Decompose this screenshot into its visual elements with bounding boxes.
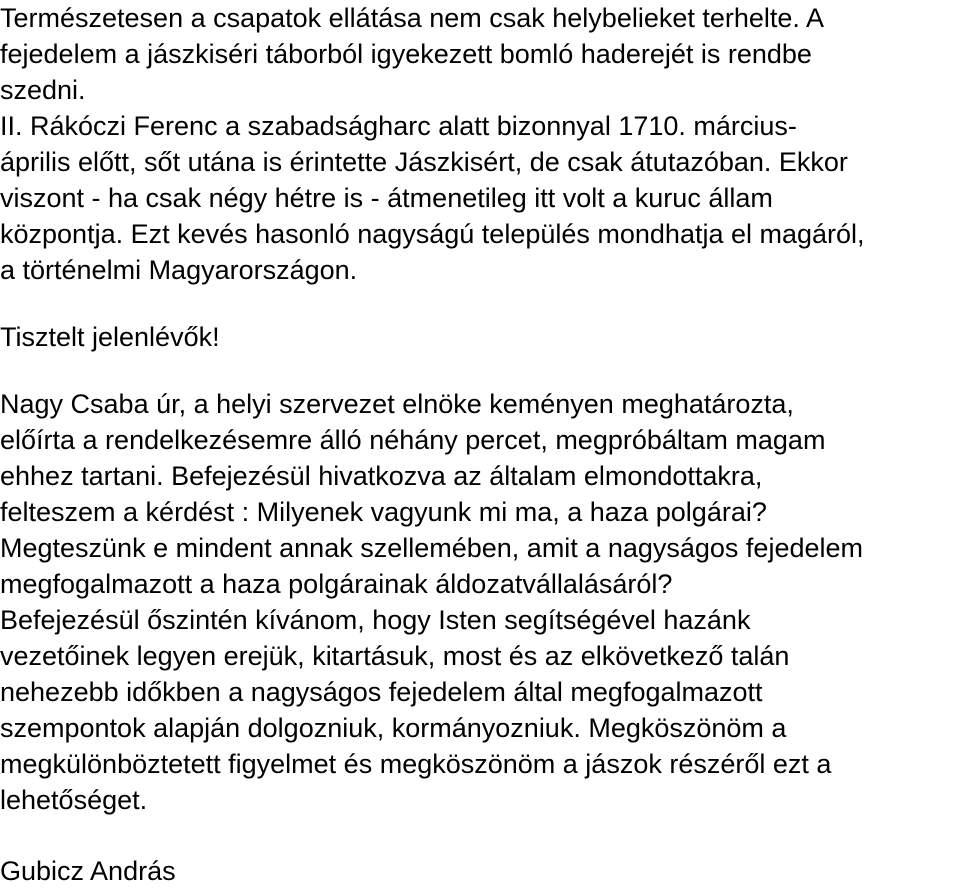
text-line: központja. Ezt kevés hasonló nagyságú település mondhatja el magáról, — [0, 219, 865, 249]
text-line: Befejezésül őszintén kívánom, hogy Isten segítségével hazánk — [0, 605, 751, 635]
text-line: viszont - ha csak négy hétre is - átmenetileg itt volt a kuruc állam — [0, 183, 773, 213]
text-line: II. Rákóczi Ferenc a szabadságharc alatt bizonnyal 1710. március- — [0, 111, 797, 141]
paragraph-2 — [0, 386, 960, 818]
paragraph-spacer — [0, 288, 960, 319]
text-line: Megteszünk e mindent annak szellemében, amit a nagyságos fejedelem — [0, 533, 863, 563]
paragraph-1 — [0, 0, 960, 288]
text-line: nehezebb időkben a nagyságos fejedelem által megfogalmazott — [0, 677, 763, 707]
text-line: megfogalmazott a haza polgárainak áldozatvállalásáról? — [0, 569, 673, 599]
text-line: a történelmi Magyarországon. — [0, 255, 358, 285]
paragraph-spacer — [0, 355, 960, 386]
text-line: fejedelem a jászkiséri táborból igyekezett bomló haderejét is rendbe — [0, 39, 812, 69]
text-line: április előtt, sőt utána is érintette Jászkisért, de csak átutazóban. Ekkor — [0, 147, 848, 177]
greeting: Tisztelt jelenlévők! — [0, 322, 220, 352]
text-line: szempontok alapján dolgozniuk, kormányozniuk. Megköszönöm a — [0, 713, 787, 743]
text-line: Nagy Csaba úr, a helyi szervezet elnöke keményen meghatározta, — [0, 389, 794, 419]
text-line: vezetőinek legyen erejük, kitartásuk, most és az elkövetkező talán — [0, 641, 790, 671]
text-line: előírta a rendelkezésemre álló néhány percet, megpróbáltam magam — [0, 425, 826, 455]
text-line: lehetőséget. — [0, 785, 148, 815]
paragraph-spacer — [0, 818, 960, 849]
text-line: megkülönböztetett figyelmet és megköszönöm a jászok részéről ezt a — [0, 749, 832, 779]
text-line: Természetesen a csapatok ellátása nem csak helybelieket terhelte. A — [0, 3, 824, 33]
text-line: ehhez tartani. Befejezésül hivatkozva az általam elmondottakra, — [0, 461, 763, 491]
text-line: szedni. — [0, 75, 86, 105]
text-line: felteszem a kérdést : Milyenek vagyunk mi ma, a haza polgárai? — [0, 497, 767, 527]
signature: Gubicz András — [0, 856, 176, 886]
